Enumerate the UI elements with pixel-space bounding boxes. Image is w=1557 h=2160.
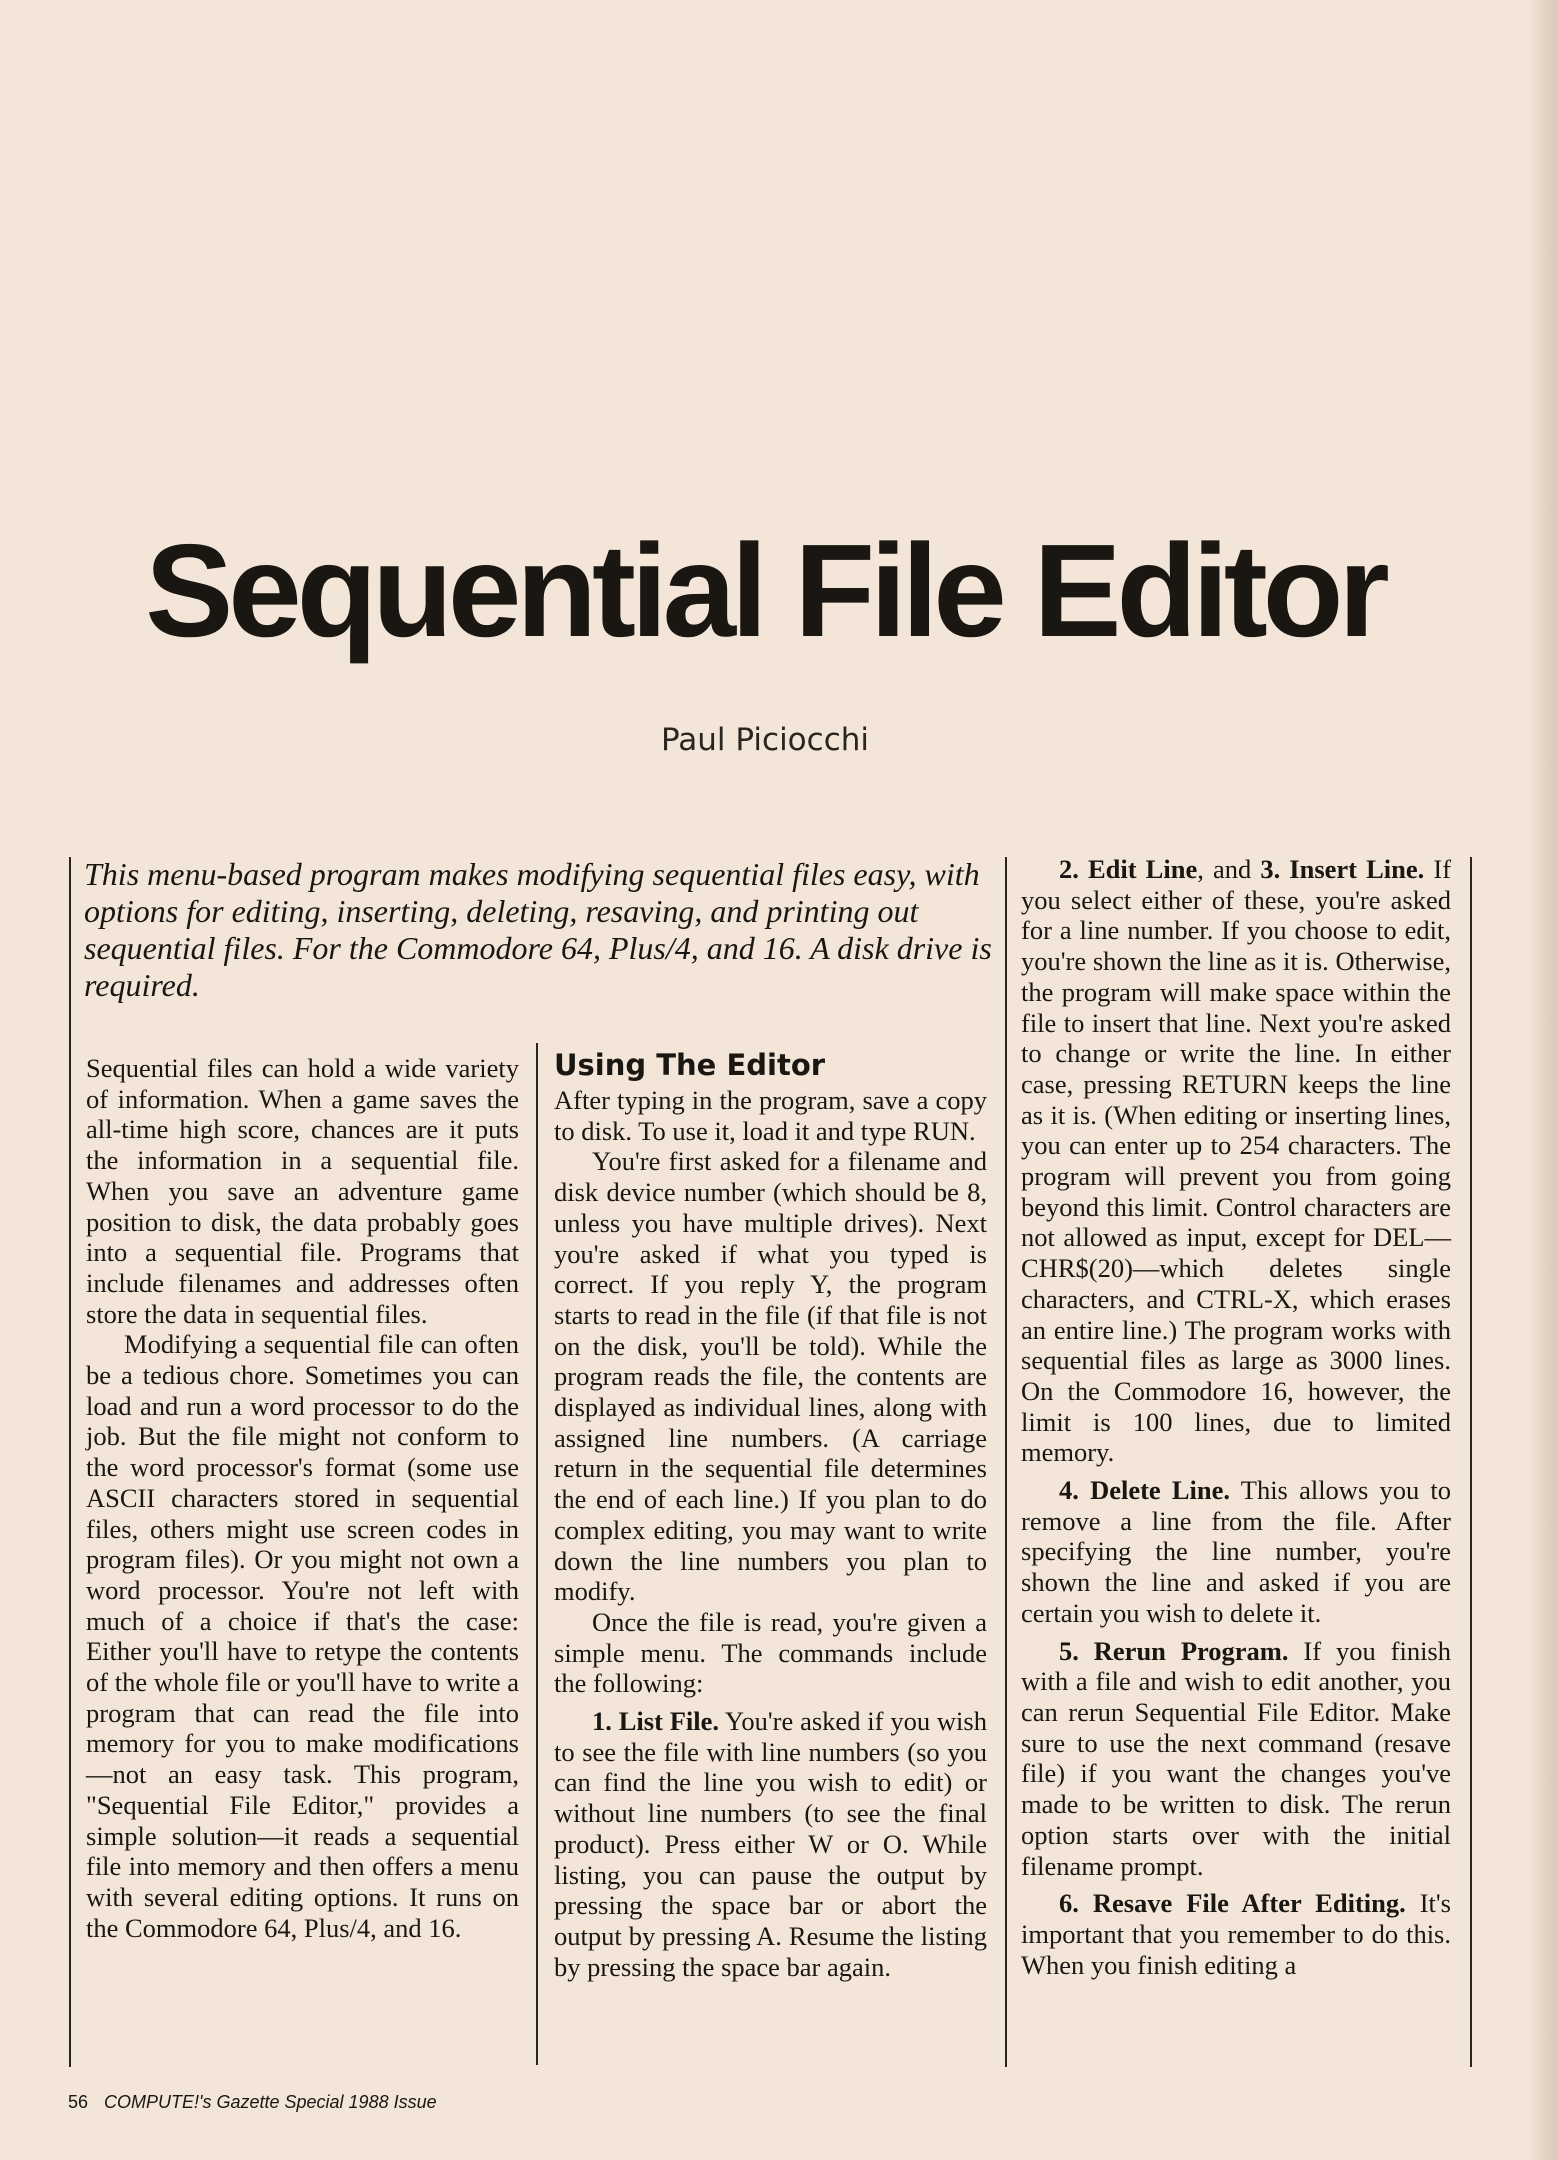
section-heading: Using The Editor [554,1048,826,1082]
paragraph: Modifying a sequential file can often be a tedious chore. Sometimes you can load and run a word processor to do the job. But the file might not conform to the word processor's format (some use ASCII characters stored in sequential files, others might use screen codes in program files). Or you might not own a word processor. You're not left with much of a choice if that's the case: Either you'll have to retype the contents of the whole file or you'll have to write a program that can read the file into memory for you to make modifications—not an easy task. This program, "Sequential File Editor," provides a simple solution—it reads a sequential file into memory and then offers a menu with several editing options. It runs on the Commodore 64, Plus/4, and 16. [86,1329,519,1943]
column-rule-outer [1470,857,1472,2067]
item-lead: 6. Resave File After Editing. [1059,1888,1406,1919]
item-text: You're asked if you wish to see the file with line numbers (so you can find the line you wish to edit) or without line numbers (to see the final product). Press either W or O. While listing, you can pause the output by pressing the space bar or abort the output by pressing A. Resume the listing by pressing the space bar again. [554,1706,987,1982]
column-rule-left [69,857,71,2067]
item-text: If you select either of these, you're asked for a line number. If you choose to edit, you're shown the line as it is. Otherwise, the program will make space within the file to insert that line. Next you're asked to change or write the line. In either case, pressing RETURN keeps the line as it is. (When editing or inserting lines, you can enter up to 254 characters. The program will prevent you from going beyond this limit. Control characters are not allowed as input, except for DEL—CHR$(20)—which deletes single characters, and CTRL-X, which erases an entire line.) The program works with sequential files as large as 3000 lines. On the Commodore 16, however, the limit is 100 lines, due to limited memory. [1021,854,1452,1468]
column-1 [86,1053,519,1943]
column-2 [554,1047,987,1982]
item-lead: 1. List File. [592,1706,720,1737]
page-number: 56 [68,2092,89,2112]
article-author: Paul Piciocchi [660,722,869,758]
paragraph: Once the file is read, you're given a simple menu. The commands include the following: [554,1606,987,1699]
item-text: , and [1197,854,1261,884]
item-lead: 3. Insert Line. [1260,854,1425,884]
item-lead: 5. Rerun Program. [1059,1635,1289,1666]
article-title: Sequential File Editor [145,517,1385,664]
list-item-edit-insert-line [1021,854,1451,1468]
paragraph: You're first asked for a filename and disk device number (which should be 8, unless you have multiple drives). Next you're asked if what you typed is correct. If you reply Y, the program starts to read in the file (if that file is not on the disk, you'll be told). While the program reads the file, the contents are displayed as individual lines, along with assigned line numbers. (A carriage return in the sequential file determines the end of each line.) If you plan to do complex editing, you may want to write down the line numbers you plan to modify. [554,1146,987,1607]
page-footer [68,2092,437,2113]
item-text: This allows you to remove a line from the file. After specifying the line number, you're shown the line and asked if you are certain you wish to delete it. [1021,1475,1452,1628]
column-3 [1021,854,1451,1980]
paragraph: Sequential files can hold a wide variety of information. When a game saves the all-time high score, chances are it puts the information in a sequential file. When you save an adventure game position to disk, the data probably goes into a sequential file. Programs that include filenames and addresses often store the data in sequential files. [86,1053,519,1329]
list-item-resave-file [1021,1888,1451,1980]
item-text: It's important that you remember to do this. When you finish editing a [1021,1888,1451,1980]
list-item-rerun-program [1021,1636,1451,1882]
item-lead: 2. Edit Line [1059,854,1198,884]
item-lead: 4. Delete Line. [1059,1475,1231,1506]
column-rule-middle [536,1043,538,2065]
list-item-delete-line [1021,1475,1451,1629]
publication-name: COMPUTE!'s Gazette Special 1988 Issue [104,2092,437,2112]
list-item-list-file [554,1706,987,1982]
article-intro: This menu-based program makes modifying sequential files easy, with options for editing, inserting, deleting, resaving, and printing out sequential files. For the Commodore 64, Plus/4, and 16. A disk drive is required. [84,856,992,1003]
column-rule-right [1005,857,1007,2067]
page-edge [1531,0,1557,2160]
paragraph: After typing in the program, save a copy to disk. To use it, load it and type RUN. [554,1085,987,1146]
item-text: If you finish with a file and wish to edit another, you can rerun Sequential File Editor. Make sure to use the next command (resave file) if you want the changes you've made to be written to disk. The rerun option starts over with the initial filename prompt. [1021,1635,1451,1881]
